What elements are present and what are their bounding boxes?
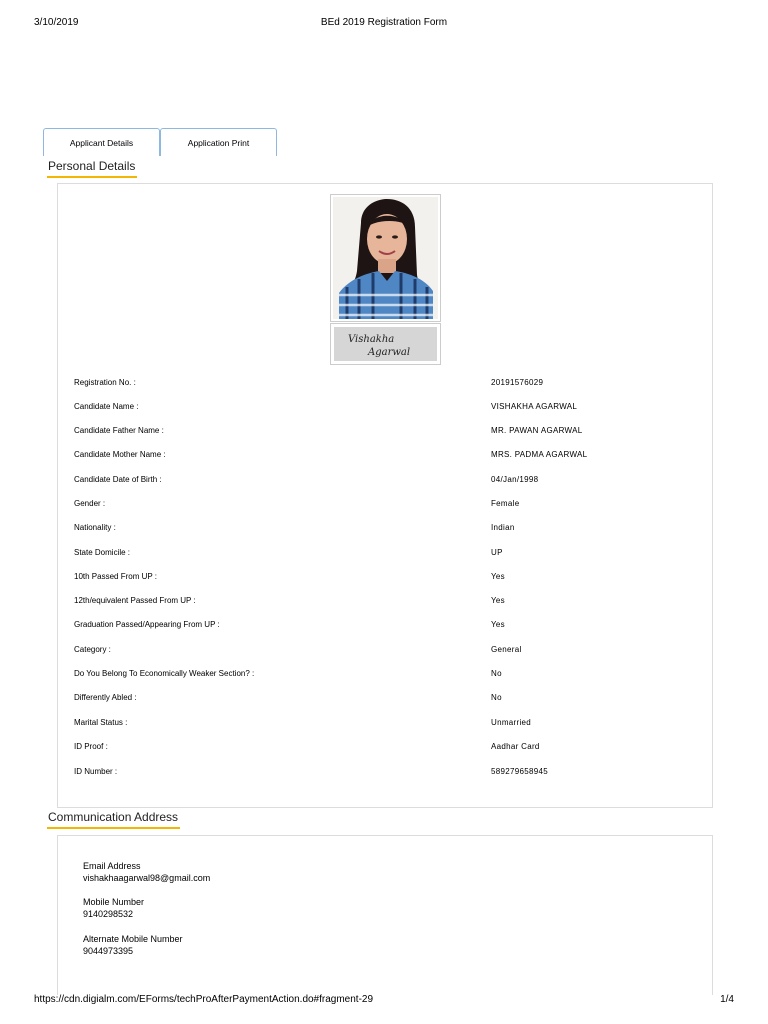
communication-address-panel <box>57 835 713 995</box>
detail-value: General <box>491 645 522 654</box>
detail-label: Category : <box>74 645 111 654</box>
signature-line-1: Vishakha <box>348 334 395 345</box>
mobile-block <box>83 896 144 920</box>
detail-label: 12th/equivalent Passed From UP : <box>74 596 196 605</box>
detail-row <box>74 450 694 464</box>
tab-applicant-details[interactable]: Applicant Details <box>43 128 160 156</box>
detail-value: No <box>491 669 502 678</box>
communication-address-heading <box>48 810 178 827</box>
detail-label: Candidate Father Name : <box>74 426 164 435</box>
detail-value: No <box>491 693 502 702</box>
detail-label: 10th Passed From UP : <box>74 572 157 581</box>
detail-value: Yes <box>491 620 505 629</box>
detail-label: Do You Belong To Economically Weaker Section? : <box>74 669 255 678</box>
detail-value: Aadhar Card <box>491 742 540 751</box>
alternate-mobile-block <box>83 933 183 957</box>
detail-label: Gender : <box>74 499 106 508</box>
detail-row <box>74 499 694 513</box>
print-title: BEd 2019 Registration Form <box>320 17 448 28</box>
detail-label: ID Proof : <box>74 742 108 751</box>
portrait-image <box>333 197 438 319</box>
print-header <box>34 17 734 31</box>
detail-row <box>74 475 694 489</box>
detail-label: State Domicile : <box>74 548 131 557</box>
alternate-mobile-label: Alternate Mobile Number <box>83 934 183 944</box>
heading-underline <box>47 176 137 179</box>
detail-value: Yes <box>491 596 505 605</box>
detail-label: Graduation Passed/Appearing From UP : <box>74 620 220 629</box>
detail-value: Yes <box>491 572 505 581</box>
detail-label: Registration No. : <box>74 378 136 387</box>
print-footer <box>34 994 734 1008</box>
detail-row <box>74 669 694 683</box>
detail-label: ID Number : <box>74 767 118 776</box>
detail-row <box>74 693 694 707</box>
tab-application-print[interactable]: Application Print <box>160 128 277 156</box>
detail-label: Marital Status : <box>74 718 128 727</box>
email-value: vishakhaagarwal98@gmail.com <box>83 873 211 883</box>
signature-image <box>334 327 437 361</box>
detail-row <box>74 523 694 537</box>
candidate-signature <box>330 323 441 365</box>
detail-row <box>74 426 694 440</box>
personal-details-panel <box>57 183 713 808</box>
page-number: 1/4 <box>720 994 734 1005</box>
candidate-photo <box>330 194 441 322</box>
detail-row <box>74 572 694 586</box>
detail-row <box>74 548 694 562</box>
detail-value: VISHAKHA AGARWAL <box>491 402 578 411</box>
heading-underline <box>47 827 180 830</box>
email-label: Email Address <box>83 861 141 871</box>
detail-row <box>74 645 694 659</box>
detail-label: Differently Abled : <box>74 693 137 702</box>
detail-value: Indian <box>491 523 515 532</box>
communication-address-title: Communication Address <box>48 810 179 824</box>
detail-value: MR. PAWAN AGARWAL <box>491 426 583 435</box>
detail-row <box>74 402 694 416</box>
detail-value: 20191576029 <box>491 378 544 387</box>
detail-row <box>74 378 694 392</box>
detail-label: Nationality : <box>74 523 116 532</box>
detail-label: Candidate Date of Birth : <box>74 475 162 484</box>
print-date: 3/10/2019 <box>34 17 79 28</box>
detail-label: Candidate Mother Name : <box>74 450 166 459</box>
personal-details-title: Personal Details <box>48 159 136 173</box>
detail-value: Female <box>491 499 520 508</box>
detail-label: Candidate Name : <box>74 402 139 411</box>
mobile-value: 9140298532 <box>83 909 134 919</box>
detail-value: MRS. PADMA AGARWAL <box>491 450 588 459</box>
email-block <box>83 860 210 884</box>
detail-value: Unmarried <box>491 718 532 727</box>
detail-row <box>74 596 694 610</box>
detail-row <box>74 742 694 756</box>
detail-value: UP <box>491 548 503 557</box>
tab-bar <box>43 128 277 156</box>
page-url: https://cdn.digialm.com/EForms/techProAfterPaymentAction.do#fragment-29 <box>34 994 374 1005</box>
detail-value: 04/Jan/1998 <box>491 475 539 484</box>
detail-value: 589279658945 <box>491 767 548 776</box>
personal-details-heading <box>48 159 135 176</box>
signature-line-2: Agarwal <box>368 347 411 358</box>
detail-row <box>74 767 694 781</box>
detail-row <box>74 718 694 732</box>
mobile-label: Mobile Number <box>83 897 145 907</box>
detail-row <box>74 620 694 634</box>
alternate-mobile-value: 9044973395 <box>83 946 134 956</box>
